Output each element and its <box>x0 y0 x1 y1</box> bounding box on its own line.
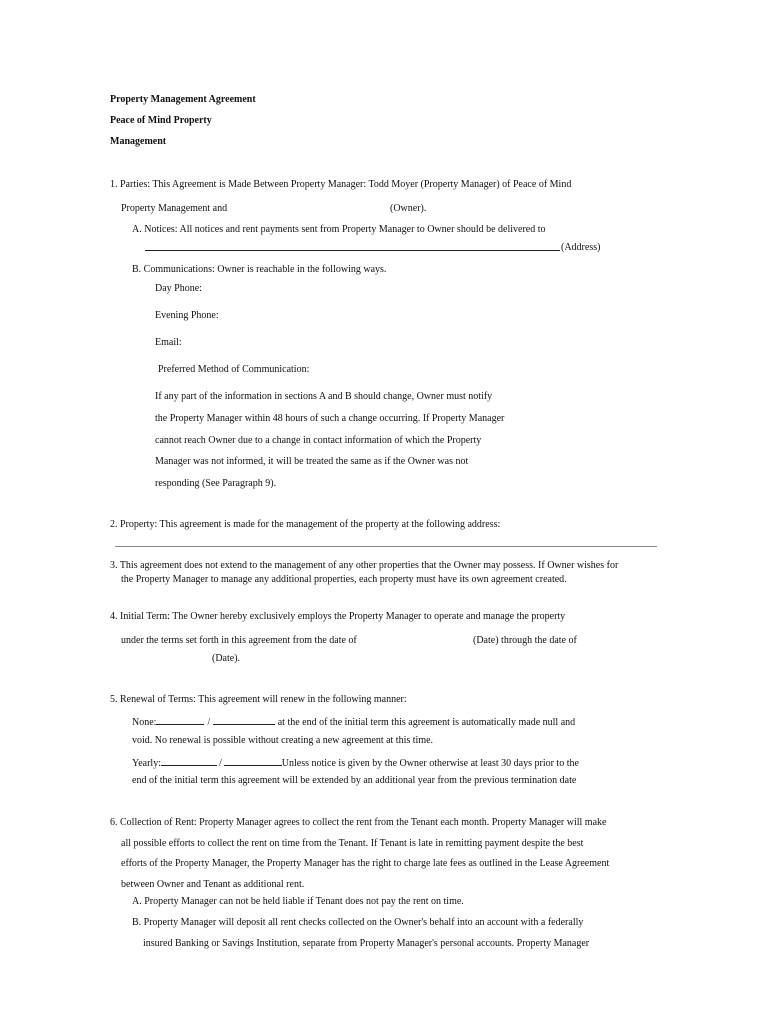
renewal-none-row <box>132 715 575 728</box>
section-1a-notices: A. Notices: All notices and rent payments sent from Property Manager to Owner should be delivered to <box>132 224 546 235</box>
section-4-line2-right: (Date) through the date of <box>473 635 577 646</box>
section-6b-line2: insured Banking or Savings Institution, separate from Property Manager's personal accounts. Property Manager <box>143 938 590 949</box>
section-6-line: 6. Collection of Rent: Property Manager agrees to collect the rent from the Tenant each month. Property Manager will make <box>110 817 607 828</box>
section-2-property: 2. Property: This agreement is made for the management of the property at the following address: <box>110 519 501 530</box>
paragraph-line: Manager was not informed, it will be treated the same as if the Owner was not <box>155 456 469 467</box>
none-rest: at the end of the initial term this agreement is automatically made null and <box>277 717 576 728</box>
section-1-owner-label: (Owner). <box>390 203 427 214</box>
company-name-line1: Peace of Mind Property <box>110 115 212 126</box>
section-6a: A. Property Manager can not be held liable if Tenant does not pay the rent on time. <box>132 896 464 907</box>
renewal-yearly-row <box>132 756 579 769</box>
none-label: None: <box>132 717 157 728</box>
yearly-rest: Unless notice is given by the Owner otherwise at least 30 days prior to the <box>281 758 579 769</box>
evening-phone-label: Evening Phone: <box>155 310 219 321</box>
renewal-none-line2: void. No renewal is possible without creating a new agreement at this time. <box>132 735 434 746</box>
none-blank-2[interactable] <box>213 715 275 725</box>
company-name-line2: Management <box>110 136 167 147</box>
yearly-blank-2[interactable] <box>224 756 282 766</box>
section-3-line2: the Property Manager to manage any additional properties, each property must have its own agreement created. <box>121 574 567 585</box>
email-label: Email: <box>155 337 182 348</box>
section-6-line: all possible efforts to collect the rent on time from the Tenant. If Tenant is late in remitting payment despite the best <box>121 838 584 849</box>
paragraph-line: If any part of the information in sections A and B should change, Owner must notify <box>155 391 493 402</box>
preferred-method-label: Preferred Method of Communication: <box>158 364 310 375</box>
address-label: (Address) <box>561 242 601 253</box>
section-4-end-date-label: (Date). <box>212 653 241 664</box>
section-5-renewal: 5. Renewal of Terms: This agreement will renew in the following manner: <box>110 694 407 705</box>
none-blank-1[interactable] <box>156 715 204 725</box>
document-title: Property Management Agreement <box>110 94 256 105</box>
address-blank-line[interactable] <box>145 250 560 251</box>
section-4-initial-term: 4. Initial Term: The Owner hereby exclusively employs the Property Manager to operate and manage the property <box>110 611 566 622</box>
property-address-blank-line[interactable] <box>115 546 657 547</box>
section-1-line2-left: Property Management and <box>121 203 228 214</box>
section-6b-line1: B. Property Manager will deposit all rent checks collected on the Owner's behalf into an account with a federally <box>132 917 584 928</box>
section-1b-communications: B. Communications: Owner is reachable in the following ways. <box>132 264 387 275</box>
paragraph-line: the Property Manager within 48 hours of such a change occurring. If Property Manager <box>155 413 505 424</box>
yearly-blank-1[interactable] <box>161 756 217 766</box>
renewal-yearly-line2: end of the initial term this agreement will be extended by an additional year from the previous termination date <box>132 775 577 786</box>
slash: / <box>218 758 222 769</box>
paragraph-line: cannot reach Owner due to a change in contact information of which the Property <box>155 435 482 446</box>
section-6-line: between Owner and Tenant as additional rent. <box>121 879 305 890</box>
section-4-line2-left: under the terms set forth in this agreement from the date of <box>121 635 357 646</box>
paragraph-line: responding (See Paragraph 9). <box>155 478 277 489</box>
section-1-parties: 1. Parties: This Agreement is Made Between Property Manager: Todd Moyer (Property Manager) of Peace of Mind <box>110 179 572 190</box>
slash: / <box>207 717 211 728</box>
section-3-line1: 3. This agreement does not extend to the management of any other properties that the Owner may possess. If Owner wishes for <box>110 560 619 571</box>
section-6-line: efforts of the Property Manager, the Property Manager has the right to charge late fees as outlined in the Lease Agreement <box>121 858 610 869</box>
day-phone-label: Day Phone: <box>155 283 202 294</box>
yearly-label: Yearly: <box>132 758 161 769</box>
